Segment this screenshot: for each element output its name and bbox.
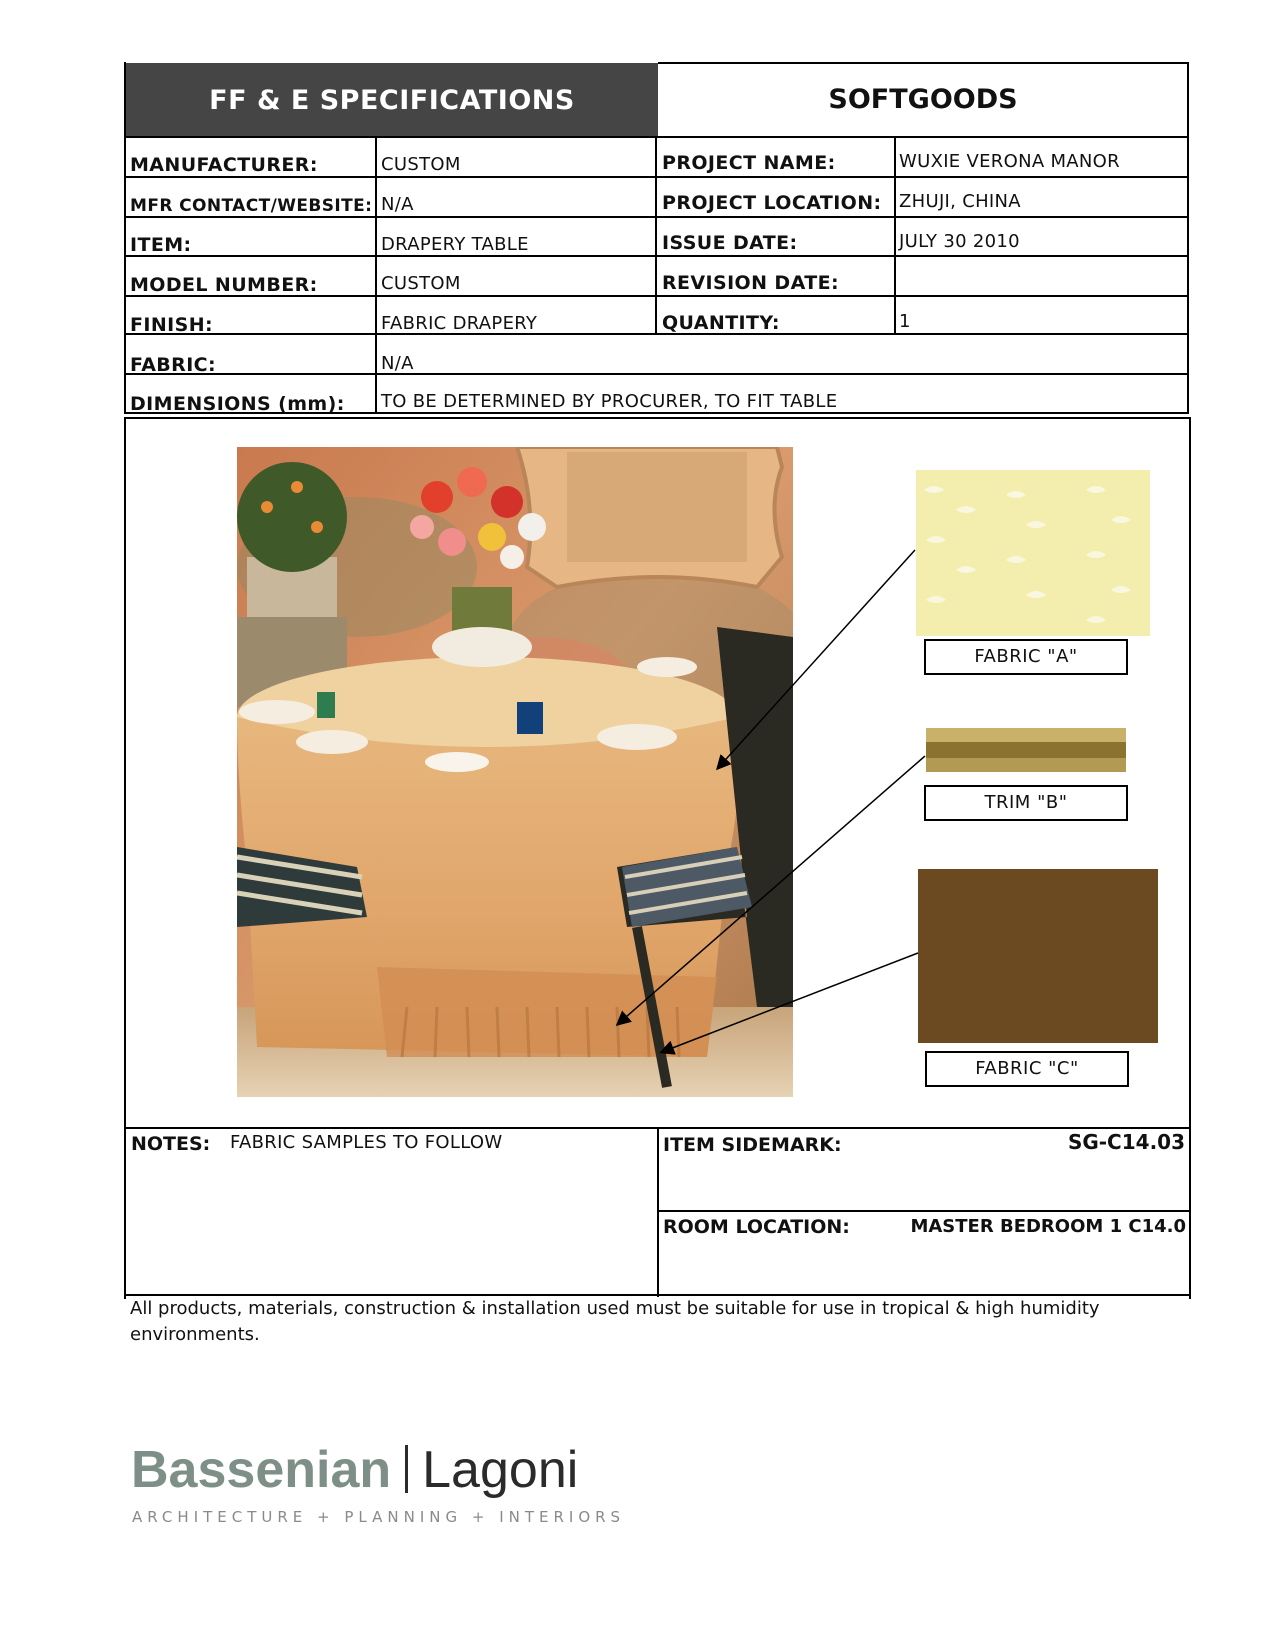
- sheet-category: SOFTGOODS: [828, 83, 1018, 115]
- mfr-contact-label: MFR CONTACT/WEBSITE:: [130, 196, 373, 216]
- room-location-value: MASTER BEDROOM 1 C14.0: [910, 1216, 1186, 1237]
- trim-b-label: TRIM "B": [924, 785, 1128, 821]
- item-sidemark-label: ITEM SIDEMARK:: [663, 1134, 842, 1156]
- quantity-value: 1: [899, 311, 911, 332]
- project-name-label: PROJECT NAME:: [662, 152, 836, 174]
- item-label: ITEM:: [130, 234, 192, 256]
- fabric-value: N/A: [381, 353, 414, 374]
- project-name-value: WUXIE VERONA MANOR: [899, 151, 1120, 172]
- fabric-a-label: FABRIC "A": [924, 639, 1128, 675]
- dimensions-label: DIMENSIONS (mm):: [130, 393, 345, 415]
- disclaimer-text: All products, materials, construction & installation used must be suitable for use in tropical & high humidity environments.: [130, 1298, 1100, 1345]
- model-number-label: MODEL NUMBER:: [130, 274, 318, 296]
- notes-text: FABRIC SAMPLES TO FOLLOW: [230, 1132, 503, 1153]
- item-sidemark-value: SG-C14.03: [1067, 1130, 1185, 1154]
- issue-date-label: ISSUE DATE:: [662, 232, 798, 254]
- quantity-label: QUANTITY:: [662, 312, 780, 334]
- mfr-contact-value: N/A: [381, 194, 414, 215]
- sheet-title: FF & E SPECIFICATIONS: [126, 63, 658, 137]
- rule: [657, 1210, 1191, 1212]
- revision-date-label: REVISION DATE:: [662, 272, 839, 294]
- item-value: DRAPERY TABLE: [381, 234, 529, 255]
- model-number-value: CUSTOM: [381, 273, 461, 294]
- manufacturer-value: CUSTOM: [381, 154, 461, 175]
- logo-tagline: ARCHITECTURE + PLANNING + INTERIORS: [132, 1508, 626, 1526]
- project-location-label: PROJECT LOCATION:: [662, 192, 882, 214]
- room-location-label: ROOM LOCATION:: [663, 1216, 850, 1238]
- finish-value: FABRIC DRAPERY: [381, 313, 538, 334]
- fabric-c-label: FABRIC "C": [925, 1051, 1129, 1087]
- rule: [657, 1127, 659, 1297]
- finish-label: FINISH:: [130, 314, 214, 336]
- notes-label: NOTES:: [131, 1133, 211, 1155]
- project-location-value: ZHUJI, CHINA: [899, 191, 1021, 212]
- dimensions-value: TO BE DETERMINED BY PROCURER, TO FIT TABLE: [381, 391, 838, 412]
- logo-part1: Bassenian: [131, 1441, 392, 1499]
- issue-date-value: JULY 30 2010: [899, 231, 1020, 252]
- fabric-label: FABRIC:: [130, 354, 217, 376]
- logo-divider: [405, 1445, 408, 1493]
- manufacturer-label: MANUFACTURER:: [130, 154, 318, 176]
- company-logo: [131, 1440, 578, 1500]
- logo-part2: Lagoni: [422, 1441, 579, 1499]
